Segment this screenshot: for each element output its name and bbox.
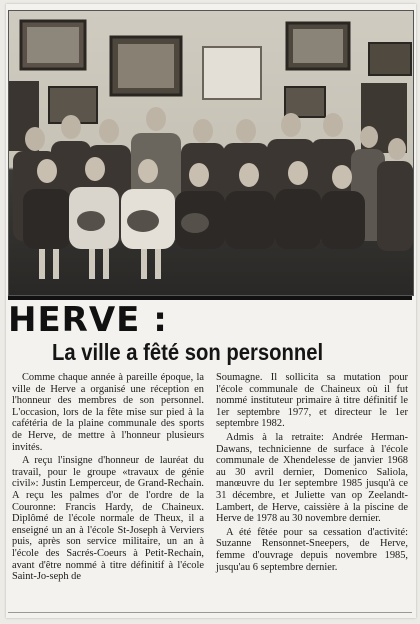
paragraph: A reçu l'insigne d'honneur de lauréat du travail, pour le groupe «travaux de génie civil»: Justin Lemperceur, de Grand-Rechain. A reçu les palmes d'or de l'ordre de la Couronne: Francis Hardy, de Chaineux. Diplômé de l'école normale de Theux, il a enseigné un an à l'école St-Joseph à Verviers puis, après son service militaire, un an à l'école des Sacrés-Coeurs à Petit-Rechain, avant d'être nommé à titre définitif à l'école Saint-Jo-seph de [12, 455, 204, 583]
paragraph: Comme chaque année à pareille époque, la ville de Herve a organisé une réception en l'honneur des membres de son personnel. L'occasion, lors de la fête mise sur pied à la cafétéria de la plaine communale des sports de Herve, de mettre à l'honneur plusieurs invités. [12, 372, 204, 453]
group-photo [8, 10, 414, 296]
article-headline: La ville a fêté son personnel [52, 339, 324, 365]
paragraph: A été fêtée pour sa cessation d'activité: Suzanne Rensonnet-Sneepers, de Herve, femme d'ouvrage depuis novembre 1985, jusqu'au 6 septembre dernier. [216, 526, 408, 573]
article-column-1 [12, 372, 204, 612]
paragraph: Admis à la retraite: Andrée Herman-Dawans, technicienne de surface à l'école communale de Xhendelesse de janvier 1968 au 30 avril dernier, Domenico Saliola, manœuvre du 1er septembre 1985 jusqu'à ce 31 décembre, et Juliette van op Zeelandt-Lambert, de Herve, caissière à la piscine de Herve de 1978 au 30 novembre dernier. [216, 431, 408, 525]
article-column-2 [216, 372, 408, 612]
paragraph: Soumagne. Il sollicita sa mutation pour l'école communale de Chaineux où il fut nommé instituteur primaire à titre définitif le 1er septembre 1977, et directeur le 1er septembre 1982. [216, 372, 408, 430]
article-body [12, 372, 408, 612]
kicker-town: HERVE : [8, 300, 168, 340]
bottom-rule [8, 612, 412, 613]
group-photo-illustration [9, 11, 413, 295]
